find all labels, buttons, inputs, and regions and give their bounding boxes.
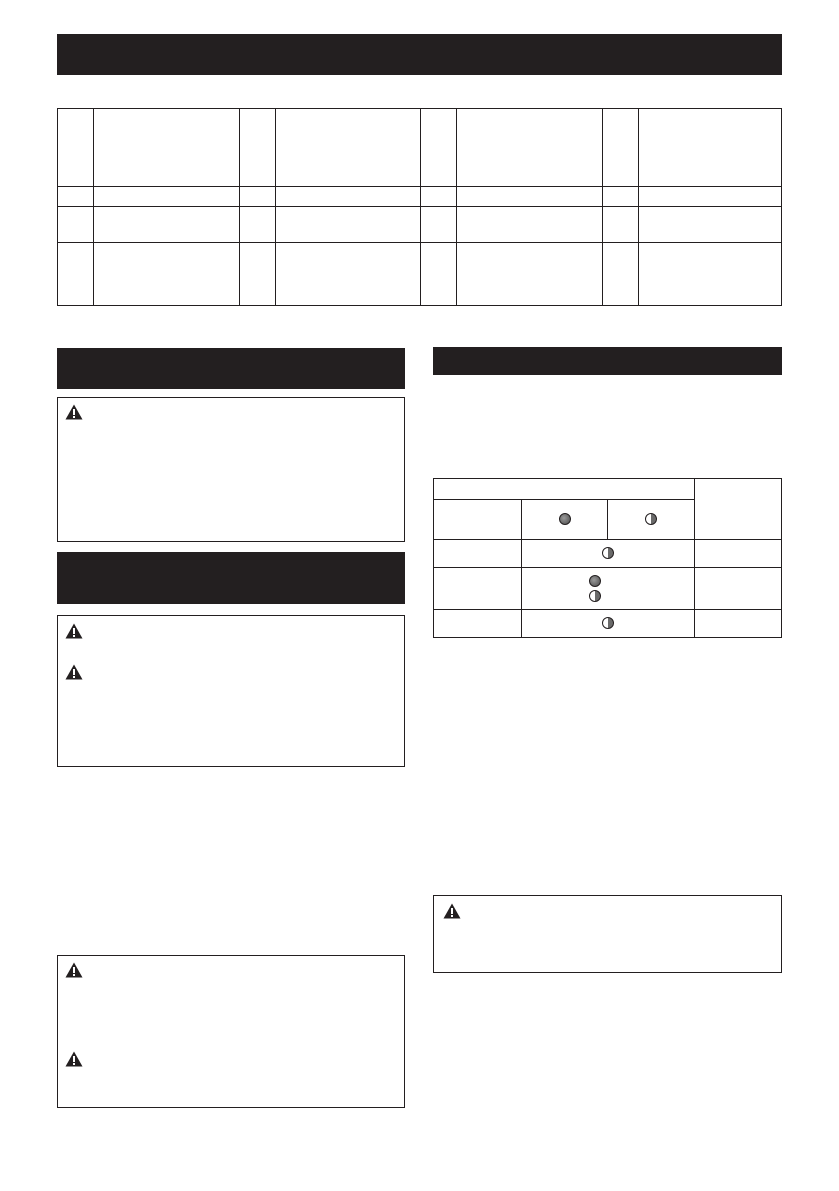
table-cell: [239, 207, 275, 243]
table-header-last: [695, 479, 782, 540]
table-row: [434, 568, 782, 610]
table-cell: [239, 243, 275, 306]
table-cell: [639, 109, 782, 187]
table-cell: [434, 500, 522, 540]
table-cell: [457, 243, 603, 306]
table-header-span: [434, 479, 695, 500]
warning-triangle-icon: [443, 903, 461, 919]
indicator-table: [433, 478, 782, 638]
table-cell: [434, 540, 522, 568]
table-cell: [639, 243, 782, 306]
table-cell: [639, 187, 782, 207]
table-cell: [695, 610, 782, 638]
table-cell: [603, 207, 639, 243]
table-cell: [421, 109, 457, 187]
parts-table: [57, 108, 782, 306]
table-cell: [603, 109, 639, 187]
warning-box-1: [57, 397, 405, 542]
warning-triangle-icon: [65, 962, 83, 978]
warning-triangle-icon: [65, 623, 83, 639]
table-row: [434, 610, 782, 638]
indicator-blinking-icon: [602, 617, 614, 629]
warning-triangle-icon: [65, 1051, 83, 1067]
table-cell: [434, 610, 522, 638]
table-row: [434, 540, 782, 568]
table-cell: [93, 207, 239, 243]
table-cell: [457, 109, 603, 187]
table-row: [58, 187, 782, 207]
table-cell: [93, 109, 239, 187]
table-cell: [521, 568, 695, 610]
table-cell: [93, 243, 239, 306]
top-header-bar: [57, 34, 782, 75]
table-cell: [421, 207, 457, 243]
table-cell: [521, 540, 695, 568]
right-section-header: [433, 347, 782, 375]
indicator-lit-icon: [559, 513, 571, 525]
table-cell: [275, 243, 421, 306]
table-cell: [695, 540, 782, 568]
table-cell: [58, 109, 94, 187]
table-cell: [275, 109, 421, 187]
left-section1-header: [57, 348, 405, 389]
indicator-lit-icon: [589, 575, 601, 587]
warning-box-2: [57, 615, 405, 767]
table-cell: [58, 243, 94, 306]
indicator-blinking-icon: [645, 513, 657, 525]
table-cell: [521, 500, 608, 540]
left-section2-header: [57, 552, 405, 604]
warning-box-3: [57, 955, 405, 1108]
table-cell: [58, 187, 94, 207]
table-cell: [521, 610, 695, 638]
table-cell: [239, 187, 275, 207]
table-cell: [421, 243, 457, 306]
indicator-blinking-icon: [589, 590, 601, 602]
table-cell: [457, 187, 603, 207]
indicator-blinking-icon: [602, 547, 614, 559]
table-cell: [608, 500, 695, 540]
warning-triangle-icon: [65, 664, 83, 680]
table-cell: [275, 187, 421, 207]
table-row: [434, 479, 782, 500]
table-cell: [695, 568, 782, 610]
table-row: [58, 243, 782, 306]
table-cell: [421, 187, 457, 207]
warning-triangle-icon: [65, 404, 83, 420]
table-cell: [58, 207, 94, 243]
warning-box-4: [433, 895, 782, 973]
table-row: [58, 109, 782, 187]
table-cell: [603, 243, 639, 306]
table-cell: [275, 207, 421, 243]
table-cell: [93, 187, 239, 207]
table-cell: [457, 207, 603, 243]
table-cell: [239, 109, 275, 187]
table-cell: [603, 187, 639, 207]
table-row: [58, 207, 782, 243]
table-cell: [434, 568, 522, 610]
table-cell: [639, 207, 782, 243]
